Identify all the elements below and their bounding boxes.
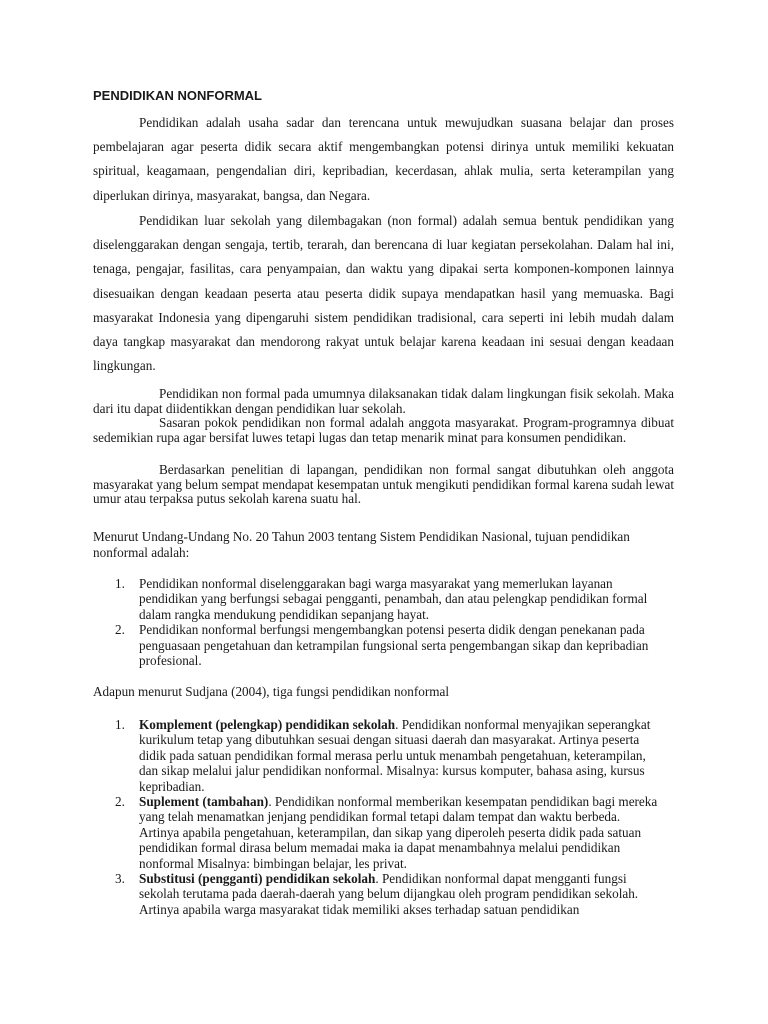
objectives-list bbox=[93, 576, 674, 668]
paragraph-6: Menurut Undang-Undang No. 20 Tahun 2003 tentang Sistem Pendidikan Nasional, tujuan pendidikan nonformal adalah: bbox=[93, 529, 630, 560]
list-number: 3. bbox=[115, 871, 125, 887]
list-number: 1. bbox=[115, 717, 125, 732]
paragraph-1: Pendidikan adalah usaha sadar dan terencana untuk mewujudkan suasana belajar dan proses pembelajaran agar peserta didik secara aktif mengembangkan potensi dirinya untuk memiliki kekuatan spiritual, keagamaan, pengendalian diri, kepribadian, kecerdasan, ahlak mulia, serta keterampilan yang diperlukan dirinya, masyarakat, bangsa, dan Negara. bbox=[93, 115, 674, 203]
list-item bbox=[93, 622, 674, 668]
list-text bbox=[139, 717, 659, 794]
list-text bbox=[139, 794, 659, 871]
paragraph-4: Sasaran pokok pendidikan non formal adalah anggota masyarakat. Program-programnya dibuat sedemikian rupa agar bersifat luwes tetapi lugas dan tetap menarik minat para konsumen pendidikan. bbox=[93, 415, 674, 445]
paragraph-5: Berdasarkan penelitian di lapangan, pendidikan non formal sangat dibutuhkan oleh anggota masyarakat yang belum sempat mendapat kesempatan untuk mengikuti pendidikan formal karena sudah lewat umur atau terpaksa putus sekolah karena suatu hal. bbox=[93, 462, 674, 507]
paragraph-7: Adapun menurut Sudjana (2004), tiga fungsi pendidikan nonformal bbox=[93, 684, 449, 699]
list-term: Komplement (pelengkap) pendidikan sekolah bbox=[139, 717, 396, 732]
list-term: Suplement (tambahan) bbox=[139, 794, 269, 810]
list-description: . Pendidikan nonformal dapat mengganti fungsi sekolah terutama pada daerah-daerah yang belum dijangkau oleh program pendidikan sekolah. Artinya apabila warga masyarakat tidak memiliki akses terhadap satuan pendidikan bbox=[139, 871, 639, 917]
list-number: 1. bbox=[115, 576, 125, 591]
list-item bbox=[93, 794, 674, 871]
paragraph-3: Pendidikan non formal pada umumnya dilaksanakan tidak dalam lingkungan fisik sekolah. Maka dari itu dapat diidentikkan dengan pendidikan luar sekolah. bbox=[93, 386, 674, 416]
list-item bbox=[93, 717, 674, 794]
list-item bbox=[93, 576, 674, 622]
list-description: . Pendidikan nonformal menyajikan seperangkat kurikulum tetap yang dibutuhkan sesuai dengan situasi daerah dan masyarakat. Artinya peserta didik pada satuan pendidikan formal merasa perlu untuk menambah pengetahuan, keterampilan, dan sikap melalui jalur pendidikan nonformal. Misalnya: kursus komputer, bahasa asing, kursus kepribadian. bbox=[139, 717, 651, 794]
list-text: Pendidikan nonformal diselenggarakan bagi warga masyarakat yang memerlukan layanan pendidikan yang berfungsi sebagai pengganti, penambah, dan atau pelengkap pendidikan formal dalam rangka mendukung pendidikan sepanjang hayat. bbox=[139, 576, 648, 622]
paragraph-2: Pendidikan luar sekolah yang dilembagakan (non formal) adalah semua bentuk pendidikan yang diselenggarakan dengan sengaja, tertib, terarah, dan berencana di luar kegiatan persekolahan. Dalam hal ini, tenaga, pengajar, fasilitas, cara penyampaian, dan waktu yang dipakai serta komponen-komponen lainnya disesuaikan dengan keadaan peserta atau peserta didik supaya mendapatkan hasil yang memuaska. Bagi masyarakat Indonesia yang dipengaruhi sistem pendidikan tradisional, cara seperti ini lebih mudah dalam daya tangkap masyarakat dan mendorong rakyat untuk belajar karena keadaan ini sesuai dengan keadaan lingkungan. bbox=[93, 213, 674, 374]
list-number: 2. bbox=[115, 794, 125, 810]
list-item bbox=[93, 871, 674, 917]
list-text bbox=[139, 871, 659, 917]
list-number: 2. bbox=[115, 622, 125, 638]
document-title: PENDIDIKAN NONFORMAL bbox=[93, 88, 262, 103]
list-text: Pendidikan nonformal berfungsi mengembangkan potensi peserta didik dengan penekanan pada penguasaan pengetahuan dan ketrampilan fungsional serta pengembangan sikap dan kepribadian profesional. bbox=[139, 622, 649, 669]
list-description: . Pendidikan nonformal memberikan kesempatan pendidikan bagi mereka yang telah menamatkan jenjang pendidikan formal tetapi dalam tempat dan waktu berbeda. Artinya apabila pengetahuan, keterampilan, dan sikap yang diperoleh peserta didik pada satuan pendidikan formal dirasa belum memadai maka ia dapat menambahnya melalui pendidikan nonformal Misalnya: bimbingan belajar, les privat. bbox=[139, 794, 658, 871]
list-term: Substitusi (pengganti) pendidikan sekolah bbox=[139, 871, 376, 887]
functions-list bbox=[93, 717, 674, 917]
